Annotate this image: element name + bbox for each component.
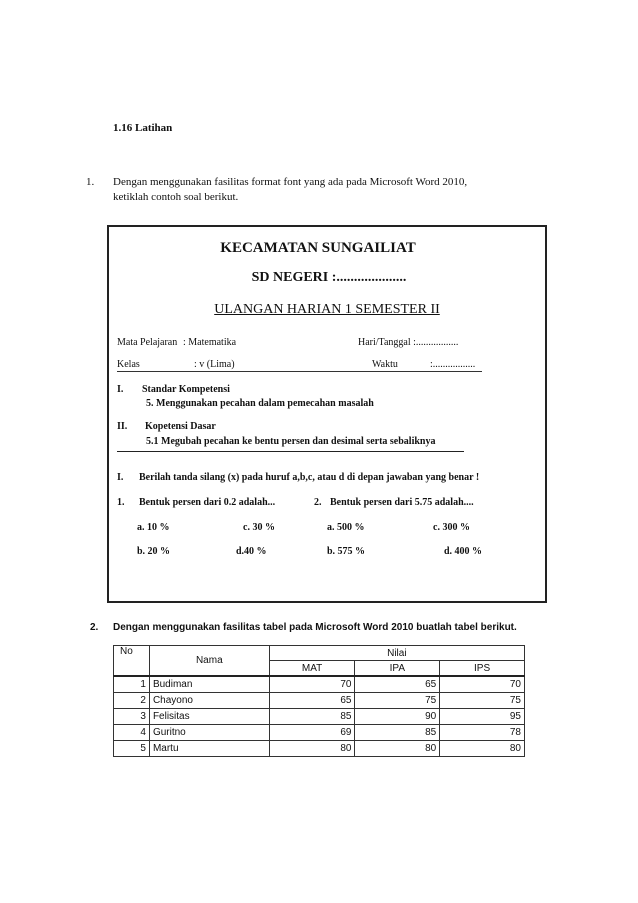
exam-title-school — [0, 270, 638, 286]
q2-number: 2. — [90, 622, 99, 633]
cell-mat: 65 — [269, 693, 355, 709]
sec1-number: I. — [117, 384, 124, 395]
score-table — [113, 645, 525, 757]
sec2-number: II. — [117, 421, 128, 432]
qb-option-c: c. 300 % — [433, 522, 470, 533]
qa-option-a: a. 10 % — [137, 522, 170, 533]
cell-ipa: 75 — [355, 693, 440, 709]
subject-value: : Matematika — [183, 337, 237, 348]
header-no: No — [114, 646, 150, 677]
cell-ipa: 65 — [355, 676, 440, 693]
cell-ips: 70 — [440, 676, 525, 693]
table-header-row — [114, 646, 525, 661]
sec1-title: Standar Kompetensi — [142, 384, 230, 395]
class-label: Kelas — [117, 359, 140, 370]
instruction-number: I. — [117, 472, 124, 483]
exam-title-school-text: SD NEGERI :.................... — [251, 270, 407, 285]
table-row — [114, 676, 525, 693]
cell-no: 2 — [114, 693, 150, 709]
qb-option-b: b. 575 % — [327, 546, 366, 557]
q1-line1: Dengan menggunakan fasilitas format font yang ada pada Microsoft Word 2010, — [113, 176, 468, 188]
cell-ips: 78 — [440, 725, 525, 741]
question-a-number: 1. — [117, 497, 125, 508]
class-underline — [117, 371, 482, 372]
header-nama: Nama — [149, 646, 269, 677]
table-row — [114, 725, 525, 741]
cell-ips: 95 — [440, 709, 525, 725]
q1-number: 1. — [86, 176, 95, 188]
qa-option-b: b. 20 % — [137, 546, 171, 557]
cell-nama: Chayono — [149, 693, 269, 709]
header-nilai: Nilai — [269, 646, 524, 661]
q2-text: Dengan menggunakan fasilitas tabel pada Microsoft Word 2010 buatlah tabel berikut. — [113, 622, 517, 633]
question-a-text: Bentuk persen dari 0.2 adalah... — [139, 497, 276, 508]
sec2-title: Kopetensi Dasar — [145, 421, 216, 432]
cell-nama: Felisitas — [149, 709, 269, 725]
exam-title-district-text: KECAMATAN SUNGAILIAT — [220, 240, 416, 256]
cell-no: 4 — [114, 725, 150, 741]
cell-no: 5 — [114, 741, 150, 757]
cell-no: 1 — [114, 676, 150, 693]
cell-mat: 85 — [269, 709, 355, 725]
qb-option-d: d. 400 % — [444, 546, 483, 557]
question-b-number: 2. — [314, 497, 322, 508]
subject-label: Mata Pelajaran — [117, 337, 178, 348]
cell-mat: 69 — [269, 725, 355, 741]
sec2-item: 5.1 Megubah pecahan ke bentu persen dan desimal serta sebaliknya — [146, 436, 436, 447]
time-label: Waktu — [372, 359, 398, 370]
date-label: Hari/Tanggal :................. — [358, 337, 459, 348]
qb-option-a: a. 500 % — [327, 522, 365, 533]
qa-option-c: c. 30 % — [243, 522, 275, 533]
cell-nama: Guritno — [149, 725, 269, 741]
exam-title-test-text: ULANGAN HARIAN 1 SEMESTER II — [214, 302, 440, 317]
table-row — [114, 693, 525, 709]
header-ips: IPS — [440, 661, 525, 677]
question-b-text: Bentuk persen dari 5.75 adalah.... — [330, 497, 474, 508]
cell-ipa: 90 — [355, 709, 440, 725]
cell-nama: Martu — [149, 741, 269, 757]
cell-mat: 70 — [269, 676, 355, 693]
table-row — [114, 741, 525, 757]
cell-no: 3 — [114, 709, 150, 725]
cell-ipa: 85 — [355, 725, 440, 741]
section-title: 1.16 Latihan — [113, 122, 173, 134]
cell-mat: 80 — [269, 741, 355, 757]
sec2-underline — [117, 451, 464, 452]
header-mat: MAT — [269, 661, 355, 677]
class-value: : v (Lima) — [194, 359, 235, 370]
qa-option-d: d.40 % — [236, 546, 267, 557]
instruction-text: Berilah tanda silang (x) pada huruf a,b,c, atau d di depan jawaban yang benar ! — [139, 472, 480, 483]
exam-title-test — [0, 302, 638, 318]
exam-title-district — [0, 240, 638, 257]
cell-nama: Budiman — [149, 676, 269, 693]
q1-line2: ketiklah contoh soal berikut. — [113, 191, 239, 203]
cell-ips: 80 — [440, 741, 525, 757]
cell-ipa: 80 — [355, 741, 440, 757]
header-ipa: IPA — [355, 661, 440, 677]
table-row — [114, 709, 525, 725]
cell-ips: 75 — [440, 693, 525, 709]
time-value: :................. — [430, 359, 476, 370]
sec1-item: 5. Menggunakan pecahan dalam pemecahan masalah — [146, 398, 374, 409]
